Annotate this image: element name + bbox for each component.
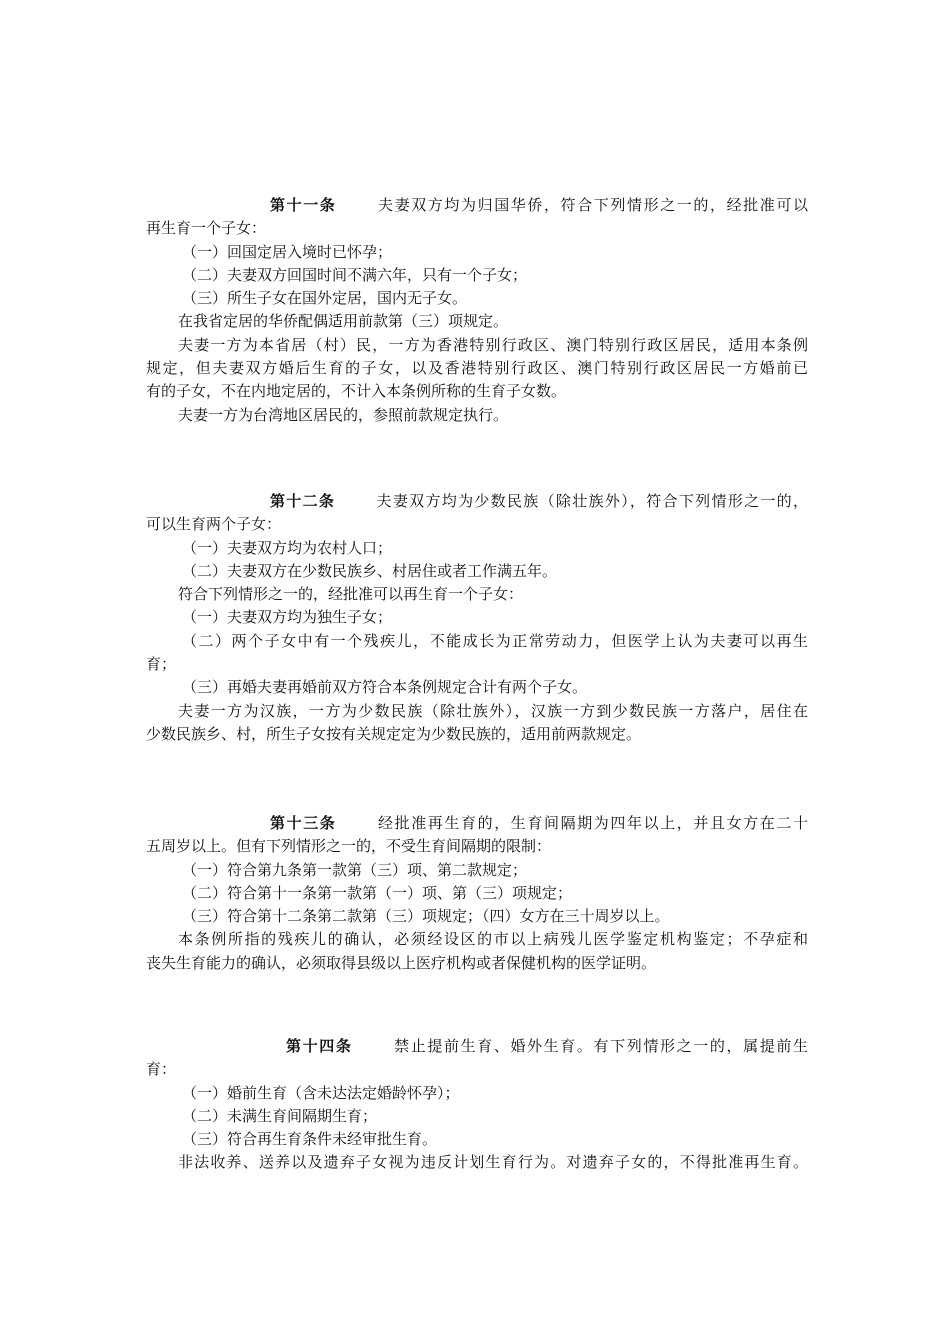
article-text: 夫妻双方均为少数民族（除壮族外），符合下列情形之一的， <box>375 492 808 510</box>
article-line: 再生育一个子女： <box>146 219 267 238</box>
article-title: 第十一条 <box>270 196 337 214</box>
article-title: 第十三条 <box>270 814 337 832</box>
list-item: （三）符合第十二条第二款第（三）项规定；（四）女方在三十周岁以上。 <box>182 907 670 926</box>
list-item: （一）夫妻双方均为农村人口； <box>182 538 393 557</box>
article-heading <box>146 490 808 513</box>
list-item: （三）再婚夫妻再婚前双方符合本条例规定合计有两个子女。 <box>182 678 588 697</box>
list-item: （二）两个子女中有一个残疾儿，不能成长为正常劳动力，但医学上认为夫妻可以再生 <box>182 631 808 650</box>
article-11 <box>146 194 808 427</box>
article-line: 五周岁以上。但有下列情形之一的，不受生育间隔期的限制： <box>146 837 552 856</box>
paragraph: 夫妻一方为汉族，一方为少数民族（除壮族外），汉族一方到少数民族一方落户，居住在 <box>178 701 808 720</box>
article-text: 经批准再生育的，生育间隔期为四年以上，并且女方在二十 <box>376 814 808 832</box>
article-heading <box>146 1035 808 1058</box>
list-item: （一）回国定居入境时已怀孕； <box>182 242 393 261</box>
list-item: （一）婚前生育（含未达法定婚龄怀孕）； <box>182 1083 460 1102</box>
article-text: 禁止提前生育、婚外生育。有下列情形之一的，属提前生 <box>392 1037 808 1055</box>
article-line: 可以生育两个子女： <box>146 515 282 534</box>
paragraph: 非法收养、送养以及遗弃子女视为违反计划生育行为。对遗弃子女的，不得批准再生育。 <box>178 1153 808 1172</box>
paragraph: 夫妻一方为本省居（村）民，一方为香港特别行政区、澳门特别行政区居民，适用本条例 <box>178 335 808 354</box>
list-item: （二）未满生育间隔期生育； <box>182 1106 378 1125</box>
paragraph-continued: 规定，但夫妻双方婚后生育的子女，以及香港特别行政区、澳门特别行政区居民一方婚前已 <box>146 359 808 378</box>
article-heading <box>146 194 808 217</box>
list-item: （一）夫妻双方均为独生子女； <box>182 608 393 627</box>
list-item: （三）符合再生育条件未经审批生育。 <box>182 1130 438 1149</box>
paragraph: 符合下列情形之一的，经批准可以再生育一个子女： <box>178 585 524 604</box>
list-item: （二）符合第十一条第一款第（一）项、第（三）项规定； <box>182 883 573 902</box>
article-heading <box>146 812 808 835</box>
list-item-continued: 育； <box>146 655 177 674</box>
article-title: 第十四条 <box>286 1037 353 1055</box>
list-item: （二）夫妻双方回国时间不满六年，只有一个子女； <box>182 265 528 284</box>
paragraph: 本条例所指的残疾儿的确认，必须经设区的市以上病残儿医学鉴定机构鉴定；不孕症和 <box>178 930 808 949</box>
article-14 <box>146 1035 808 1175</box>
paragraph: 夫妻一方为台湾地区居民的，参照前款规定执行。 <box>178 405 509 424</box>
paragraph-continued: 少数民族乡、村，所生子女按有关规定定为少数民族的，适用前两款规定。 <box>146 724 642 743</box>
article-text: 夫妻双方均为归国华侨，符合下列情形之一的，经批准可以 <box>376 196 808 214</box>
list-item: （三）所生子女在国外定居，国内无子女。 <box>182 289 468 308</box>
article-line: 育： <box>146 1060 177 1079</box>
paragraph-continued: 有的子女，不在内地定居的，不计入本条例所称的生育子女数。 <box>146 382 567 401</box>
list-item: （二）夫妻双方在少数民族乡、村居住或者工作满五年。 <box>182 561 558 580</box>
paragraph: 在我省定居的华侨配偶适用前款第（三）项规定。 <box>178 312 509 331</box>
list-item: （一）符合第九条第一款第（三）项、第二款规定； <box>182 860 528 879</box>
article-12 <box>146 490 808 746</box>
paragraph-continued: 丧失生育能力的确认，必须取得县级以上医疗机构或者保健机构的医学证明。 <box>146 953 657 972</box>
article-13 <box>146 812 808 975</box>
article-title: 第十二条 <box>270 492 336 510</box>
